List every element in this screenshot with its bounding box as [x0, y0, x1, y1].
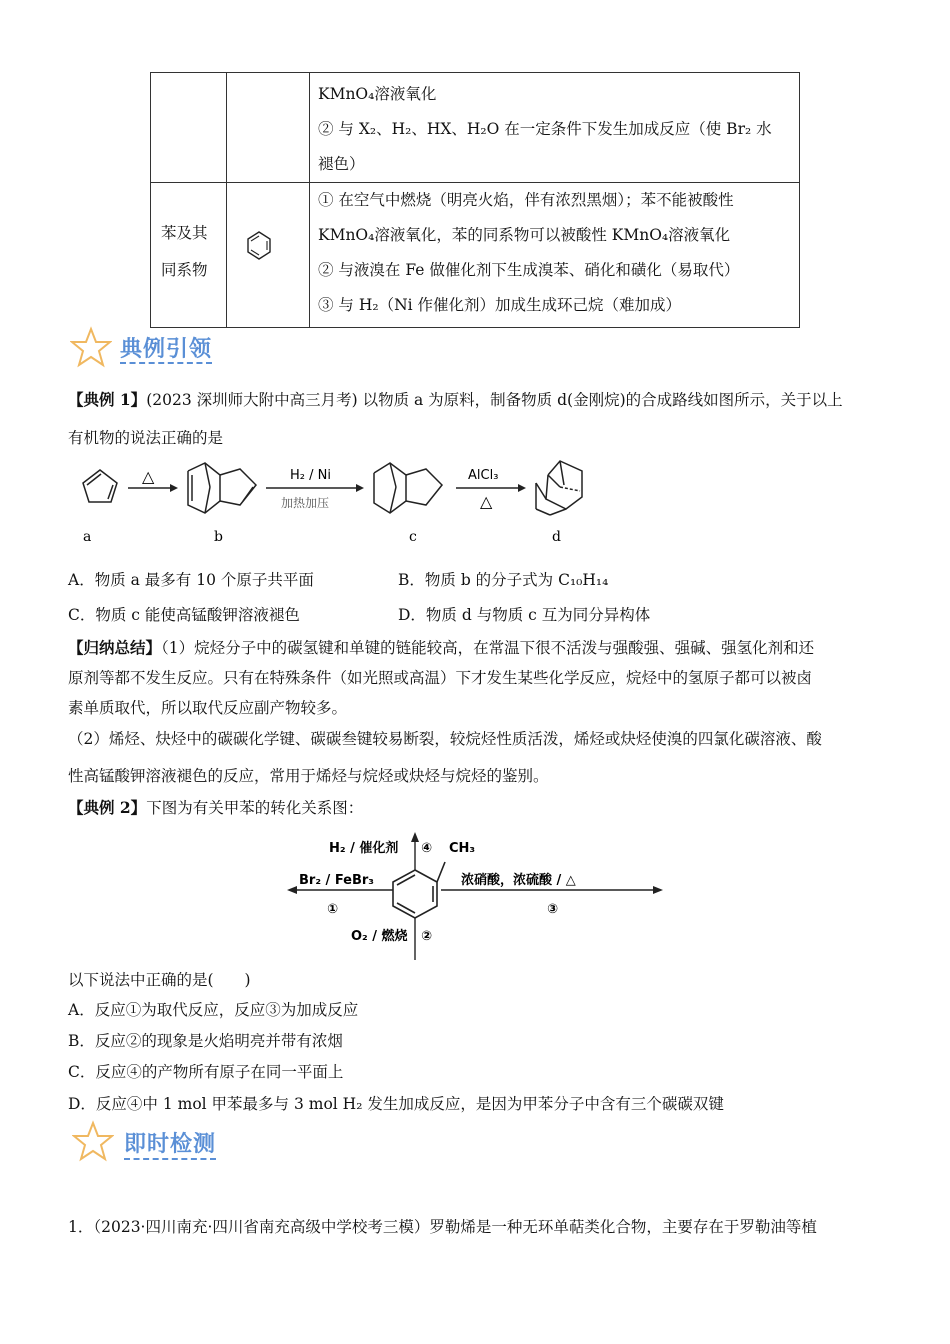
summary-line: 性高锰酸钾溶液褪色的反应，常用于烯烃与烷烃或炔烃与烷烃的鉴别。: [68, 767, 549, 785]
table-row-alkene: [151, 73, 800, 183]
synthesis-route-diagram: [70, 455, 600, 555]
example1-line2: 有机物的说法正确的是: [68, 429, 224, 447]
arrow2-top-label: H₂ / Ni: [290, 468, 331, 483]
arrow1-label: △: [142, 467, 155, 486]
toluene-structure-icon: [393, 862, 445, 918]
table-line: 褪色）: [318, 155, 365, 173]
nitration-label: 浓硝酸，浓硫酸 / △: [461, 873, 576, 888]
section-divider: [124, 1158, 216, 1160]
molecule-a: [83, 470, 117, 502]
properties-cell: [310, 183, 800, 328]
summary-label: 【归纳总结】: [68, 638, 162, 657]
table-line: KMnO₄溶液氧化，苯的同系物可以被酸性 KMnO₄溶液氧化: [318, 226, 731, 244]
table-line: ③ 与 H₂（Ni 作催化剂）加成生成环己烷（难加成）: [318, 296, 682, 314]
example1-line1: [68, 388, 843, 410]
molecule-label: a: [83, 529, 92, 545]
molecule-d: [536, 461, 582, 515]
structure-cell: [227, 183, 310, 328]
arrow2-bottom-label: 加热加压: [281, 496, 330, 510]
benzene-structure-icon: [227, 183, 309, 323]
arrow3-bottom-label: △: [480, 492, 493, 511]
option-b: B．物质 b 的分子式为 C₁₀H₁₄: [398, 571, 609, 589]
section-title: 即时检测: [124, 1132, 217, 1157]
molecule-c: [374, 463, 442, 513]
category-label: 苯及其: [161, 224, 208, 242]
example-text: 下图为有关甲苯的转化关系图：: [146, 799, 364, 817]
option-d: D．反应④中 1 mol 甲苯最多与 3 mol H₂ 发生加成反应，是因为甲苯分子中含有三个碳碳双键: [68, 1095, 724, 1113]
section-title: 典例引领: [120, 337, 213, 362]
example-label: 【典例 2】: [68, 798, 147, 817]
option-b: B．反应②的现象是火焰明亮并带有浓烟: [68, 1032, 343, 1050]
example2-question: 以下说法中正确的是( ): [68, 971, 251, 989]
table-line: ② 与液溴在 Fe 做催化剂下生成溴苯、硝化和磺化（易取代）: [318, 261, 740, 279]
example-text: (2023 深圳师大附中高三月考) 以物质 a 为原料，制备物质 d(金刚烷)的合成路线如图所示，关于以上: [146, 391, 843, 409]
bromination-label: Br₂ / FeBr₃: [299, 873, 374, 888]
question1-text: 1．（2023·四川南充·四川省南充高级中学校考三模）罗勒烯是一种无环单萜类化合物，主要存在于罗勒油等植: [68, 1218, 817, 1236]
table-row-benzene: [151, 183, 800, 328]
h2-catalyst-label: H₂ / 催化剂: [329, 841, 399, 856]
summary-line: 原剂等都不发生反应。只有在特殊条件（如光照或高温）下才发生某些化学反应，烷烃中的氢原子都可以被卤: [68, 669, 813, 687]
example-label: 【典例 1】: [68, 390, 147, 409]
option-d: D．物质 d 与物质 c 互为同分异构体: [398, 606, 651, 624]
combustion-label: O₂ / 燃烧: [351, 929, 408, 944]
option-c: C．物质 c 能使高锰酸钾溶液褪色: [68, 606, 300, 624]
properties-table: [150, 72, 800, 328]
option-c: C．反应④的产物所有原子在同一平面上: [68, 1063, 344, 1081]
option-a: A．物质 a 最多有 10 个原子共平面: [68, 571, 314, 589]
molecule-label: c: [409, 529, 417, 545]
properties-cell: [310, 73, 800, 183]
reaction4-label: ④: [421, 841, 433, 856]
molecule-b: [188, 463, 256, 513]
category-cell: [151, 183, 227, 328]
arrow3-top-label: AlCl₃: [468, 468, 499, 483]
example2-line: [68, 796, 363, 818]
star-icon: [72, 1120, 114, 1162]
structure-cell: [227, 73, 310, 183]
summary-line: [68, 636, 814, 658]
summary-text: （1）烷烃分子中的碳氢键和单键的链能较高，在常温下很不活泼与强酸强、强碱、强氢化剂和还: [161, 639, 815, 657]
summary-line: （2）烯烃、炔烃中的碳碳化学键、碳碳叁键较易断裂，较烷烃性质活泼，烯烃或炔烃使溴的四氯化碳溶液、酸: [68, 730, 822, 748]
reaction2-label: ②: [421, 929, 433, 944]
table-line: ② 与 X₂、H₂、HX、H₂O 在一定条件下发生加成反应（使 Br₂ 水: [318, 120, 772, 138]
molecule-label: d: [552, 529, 561, 545]
category-cell: [151, 73, 227, 183]
summary-line: 素单质取代，所以取代反应副产物较多。: [68, 699, 348, 717]
ch3-label: CH₃: [449, 841, 476, 856]
option-a: A．反应①为取代反应，反应③为加成反应: [68, 1001, 359, 1019]
section-divider: [120, 362, 212, 364]
reaction1-label: ①: [327, 902, 339, 917]
category-label: 同系物: [161, 261, 208, 279]
table-line: ① 在空气中燃烧（明亮火焰，伴有浓烈黑烟）；苯不能被酸性: [318, 191, 734, 209]
table-line: KMnO₄溶液氧化: [318, 85, 437, 103]
star-icon: [70, 326, 112, 368]
toluene-conversion-diagram: [285, 830, 675, 965]
molecule-label: b: [214, 529, 223, 545]
reaction3-label: ③: [547, 902, 559, 917]
